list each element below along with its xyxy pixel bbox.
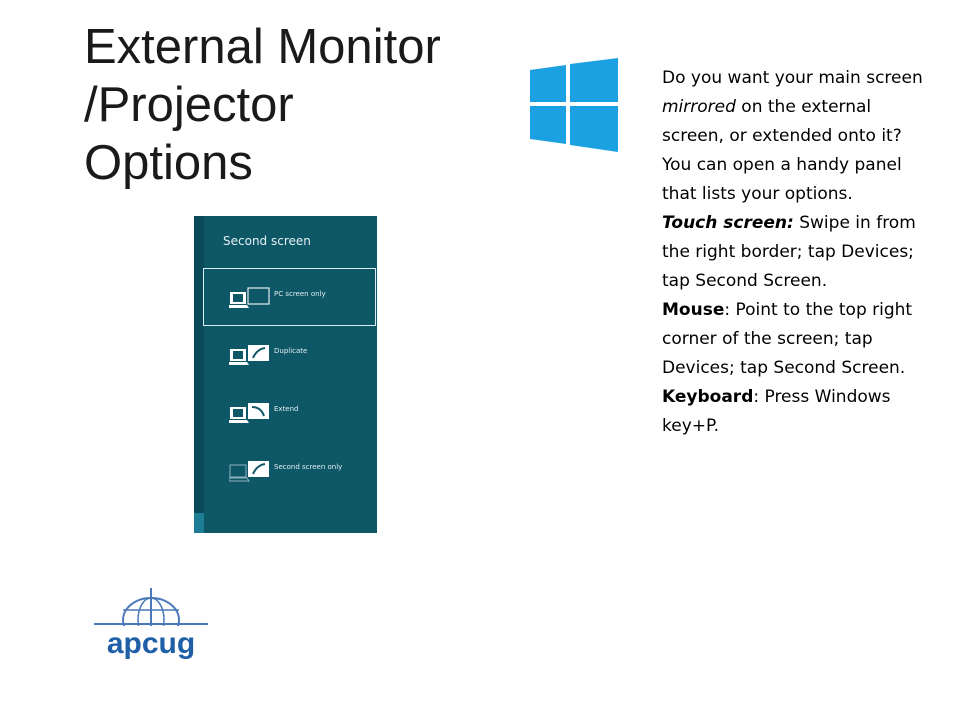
option-label: Second screen only: [274, 463, 343, 471]
panel-edge-accent: [194, 513, 204, 533]
option-label: Duplicate: [274, 347, 308, 355]
intro-emphasis: mirrored: [662, 97, 736, 117]
mouse-label: Mouse: [662, 300, 725, 320]
option-duplicate[interactable]: [204, 326, 376, 384]
intro-paragraph: [662, 64, 932, 209]
duplicate-icon: [229, 343, 271, 371]
windows-logo-icon: [530, 58, 618, 152]
pc-screen-only-icon: [229, 286, 271, 314]
option-label: PC screen only: [274, 290, 326, 298]
option-pc-screen-only[interactable]: [203, 268, 376, 326]
slide-title-line: External Monitor: [84, 20, 441, 74]
apcug-wordmark: apcug: [106, 627, 196, 660]
apcug-globe-logo: [92, 586, 210, 660]
touch-paragraph: [662, 209, 932, 296]
touch-text: Swipe in from the right border; tap Devices; tap Second Screen.: [662, 213, 916, 291]
keyboard-paragraph: [662, 383, 932, 441]
option-extend[interactable]: [204, 384, 376, 442]
touch-label: Touch screen:: [662, 213, 794, 233]
option-label: Extend: [274, 405, 299, 413]
panel-title: Second screen: [223, 234, 311, 248]
mouse-text: : Point to the top right corner of the screen; tap Devices; tap Second Screen.: [662, 300, 913, 378]
keyboard-label: Keyboard: [662, 387, 754, 407]
slide-title-line: Options: [84, 136, 253, 190]
keyboard-text: : Press Windows key+P.: [662, 387, 891, 436]
extend-icon: [229, 401, 271, 429]
second-screen-only-icon: [229, 459, 271, 487]
second-screen-panel: [194, 216, 377, 533]
instructions-text: [662, 64, 932, 441]
option-second-screen-only[interactable]: [204, 442, 376, 500]
slide-title-line: /Projector: [84, 78, 294, 132]
panel-edge-strip: [194, 216, 204, 533]
intro-text: Do you want your main screen: [662, 68, 923, 88]
intro-text: on the external screen, or extended onto it? You can open a handy panel that lists your options.: [662, 97, 902, 204]
mouse-paragraph: [662, 296, 932, 383]
slide-title: [84, 18, 504, 192]
